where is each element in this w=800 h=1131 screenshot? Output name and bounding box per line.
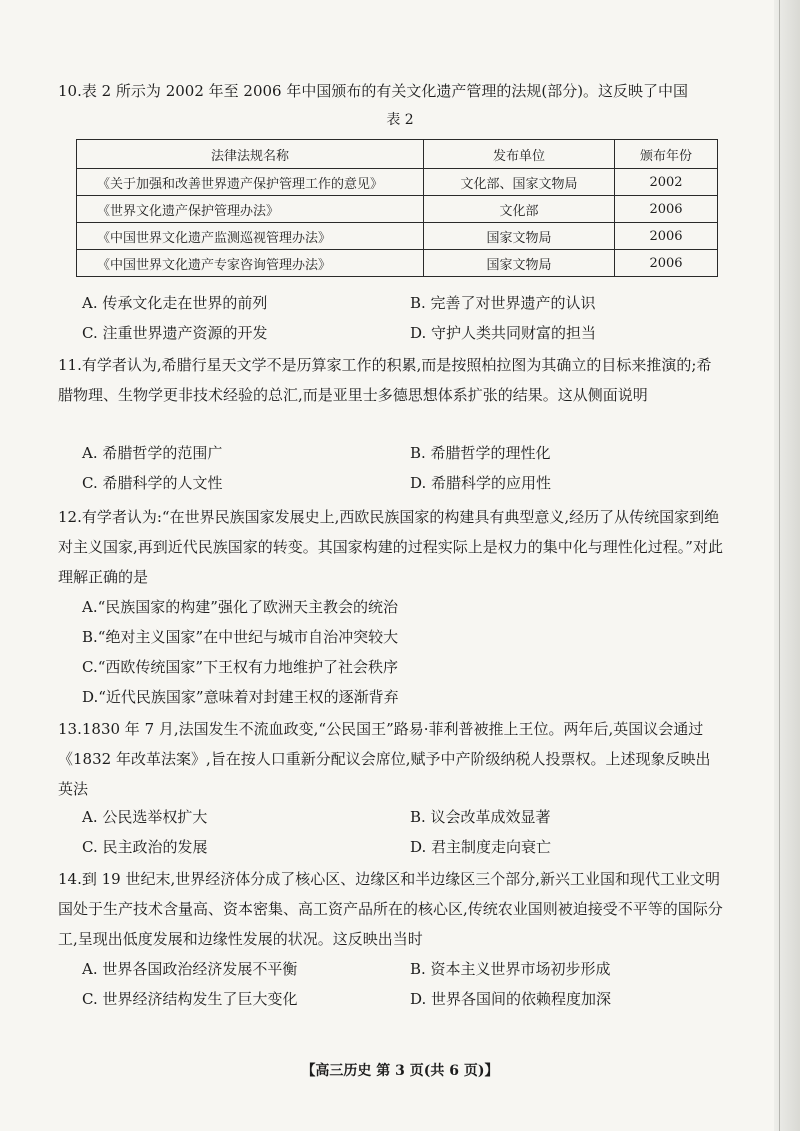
table-row	[77, 196, 718, 223]
year-cell: 2006	[615, 223, 718, 250]
q10-option-d: D. 守护人类共同财富的担当	[410, 324, 597, 342]
q14-option-d: D. 世界各国间的依赖程度加深	[410, 990, 612, 1008]
q13-option-a: A. 公民选举权扩大	[82, 808, 208, 826]
header-year: 颁布年份	[615, 140, 718, 169]
header-issuer: 发布单位	[424, 140, 615, 169]
q12-option-b: B.“绝对主义国家”在中世纪与城市自治冲突较大	[82, 628, 399, 646]
q11-option-b: B. 希腊哲学的理性化	[410, 444, 551, 462]
law-name-cell: 《中国世界文化遗产专家咨询管理办法》	[77, 250, 424, 277]
q11-option-a: A. 希腊哲学的范围广	[82, 444, 223, 462]
year-cell: 2006	[615, 196, 718, 223]
law-table	[76, 139, 718, 277]
q14-option-a: A. 世界各国政治经济发展不平衡	[82, 960, 298, 978]
q12-option-a: A.“民族国家的构建”强化了欧洲天主教会的统治	[82, 598, 398, 616]
q11-option-d: D. 希腊科学的应用性	[410, 474, 552, 492]
q14-option-c: C. 世界经济结构发生了巨大变化	[82, 990, 298, 1008]
q10-option-c: C. 注重世界遗产资源的开发	[82, 324, 268, 342]
question-12-stem	[58, 502, 723, 592]
year-cell: 2002	[615, 169, 718, 196]
issuer-cell: 国家文物局	[424, 250, 615, 277]
table-caption: 表 2	[386, 112, 414, 128]
issuer-cell: 国家文物局	[424, 223, 615, 250]
question-10-stem	[58, 76, 728, 106]
question-11-text: 11.有学者认为,希腊行星天文学不是历算家工作的积累,而是按照柏拉图为其确立的目标来推演的;希腊物理、生物学更非技术经验的总汇,而是亚里士多德思想体系扩张的结果。这从侧面说明	[58, 356, 712, 404]
question-13-text: 13.1830 年 7 月,法国发生不流血政变,“公民国王”路易·菲利普被推上王位。两年后,英国议会通过《1832 年改革法案》,旨在按人口重新分配议会席位,赋予中产阶级纳税人投票权。上述现象反映出英法	[58, 720, 711, 798]
question-14-stem	[58, 864, 723, 954]
page-edge-shadow	[774, 0, 800, 1131]
issuer-cell: 文化部、国家文物局	[424, 169, 615, 196]
q13-option-d: D. 君主制度走向衰亡	[410, 838, 552, 856]
q10-option-a: A. 传承文化走在世界的前列	[82, 294, 268, 312]
law-name-cell: 《关于加强和改善世界遗产保护管理工作的意见》	[77, 169, 424, 196]
table-row	[77, 250, 718, 277]
question-14-text: 14.到 19 世纪末,世界经济体分成了核心区、边缘区和半边缘区三个部分,新兴工业国和现代工业文明国处于生产技术含量高、资本密集、高工资产品所在的核心区,传统农业国则被迫接受不平等的国际分工,呈现出低度发展和边缘性发展的状况。这反映出当时	[58, 870, 723, 948]
table-row	[77, 169, 718, 196]
law-name-cell: 《中国世界文化遗产监测巡视管理办法》	[77, 223, 424, 250]
header-law-name: 法律法规名称	[77, 140, 424, 169]
question-12-text: 12.有学者认为:“在世界民族国家发展史上,西欧民族国家的构建具有典型意义,经历了从传统国家到绝对主义国家,再到近代民族国家的转变。其国家构建的过程实际上是权力的集中化与理性化过程。”对此理解正确的是	[58, 508, 723, 586]
law-name-cell: 《世界文化遗产保护管理办法》	[77, 196, 424, 223]
q11-option-c: C. 希腊科学的人文性	[82, 474, 223, 492]
issuer-cell: 文化部	[424, 196, 615, 223]
q12-option-d: D.“近代民族国家”意味着对封建王权的逐渐背弃	[82, 688, 399, 706]
question-10-text: 10.表 2 所示为 2002 年至 2006 年中国颁布的有关文化遗产管理的法规(部分)。这反映了中国	[58, 82, 689, 100]
q14-option-b: B. 资本主义世界市场初步形成	[410, 960, 611, 978]
year-cell: 2006	[615, 250, 718, 277]
q12-option-c: C.“西欧传统国家”下王权有力地维护了社会秩序	[82, 658, 399, 676]
q13-option-b: B. 议会改革成效显著	[410, 808, 551, 826]
page-edge-line	[779, 0, 780, 1131]
question-13-stem	[58, 714, 723, 804]
question-11-stem	[58, 350, 723, 410]
q10-option-b: B. 完善了对世界遗产的认识	[410, 294, 596, 312]
q13-option-c: C. 民主政治的发展	[82, 838, 208, 856]
page-footer: 【高三历史 第 3 页(共 6 页)】	[301, 1063, 499, 1079]
table-header-row	[77, 140, 718, 169]
table-row	[77, 223, 718, 250]
